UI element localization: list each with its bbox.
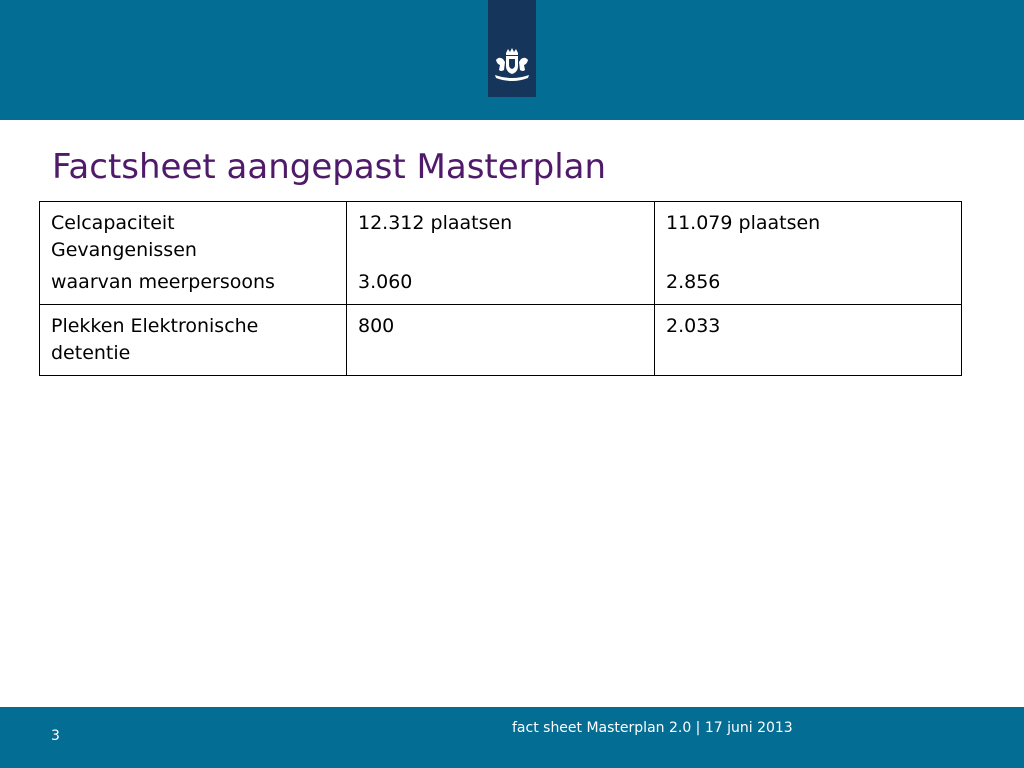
- cell-text: Plekken Elektronische detentie: [51, 315, 259, 364]
- cell-text: 2.033: [666, 315, 721, 337]
- table-cell-label: [40, 202, 347, 305]
- table-cell-value: [655, 202, 962, 305]
- facts-table: [39, 201, 962, 376]
- cell-text: 11.079 plaatsen: [666, 212, 821, 234]
- slide-number: 3: [51, 728, 60, 744]
- slide-title: Factsheet aangepast Masterplan: [52, 147, 607, 187]
- table-row: [40, 202, 962, 305]
- table-cell-value: [347, 305, 655, 376]
- header-band: [0, 0, 1024, 120]
- table-cell-label: [40, 305, 347, 376]
- cell-text: 2.856: [666, 271, 721, 293]
- footer-band: [0, 707, 1024, 768]
- cell-text: Celcapaciteit: [51, 212, 175, 234]
- cell-text: 3.060: [358, 271, 413, 293]
- cell-text: 800: [358, 315, 395, 337]
- cell-text: Gevangenissen: [51, 239, 197, 261]
- logo-ribbon: [488, 0, 536, 97]
- cell-text: 12.312 plaatsen: [358, 212, 513, 234]
- table-row: [40, 305, 962, 376]
- coat-of-arms-icon: [491, 46, 533, 86]
- cell-text: waarvan meerpersoons: [51, 271, 275, 293]
- table-cell-value: [347, 202, 655, 305]
- table-cell-value: [655, 305, 962, 376]
- footer-text: fact sheet Masterplan 2.0 | 17 juni 2013: [512, 720, 793, 736]
